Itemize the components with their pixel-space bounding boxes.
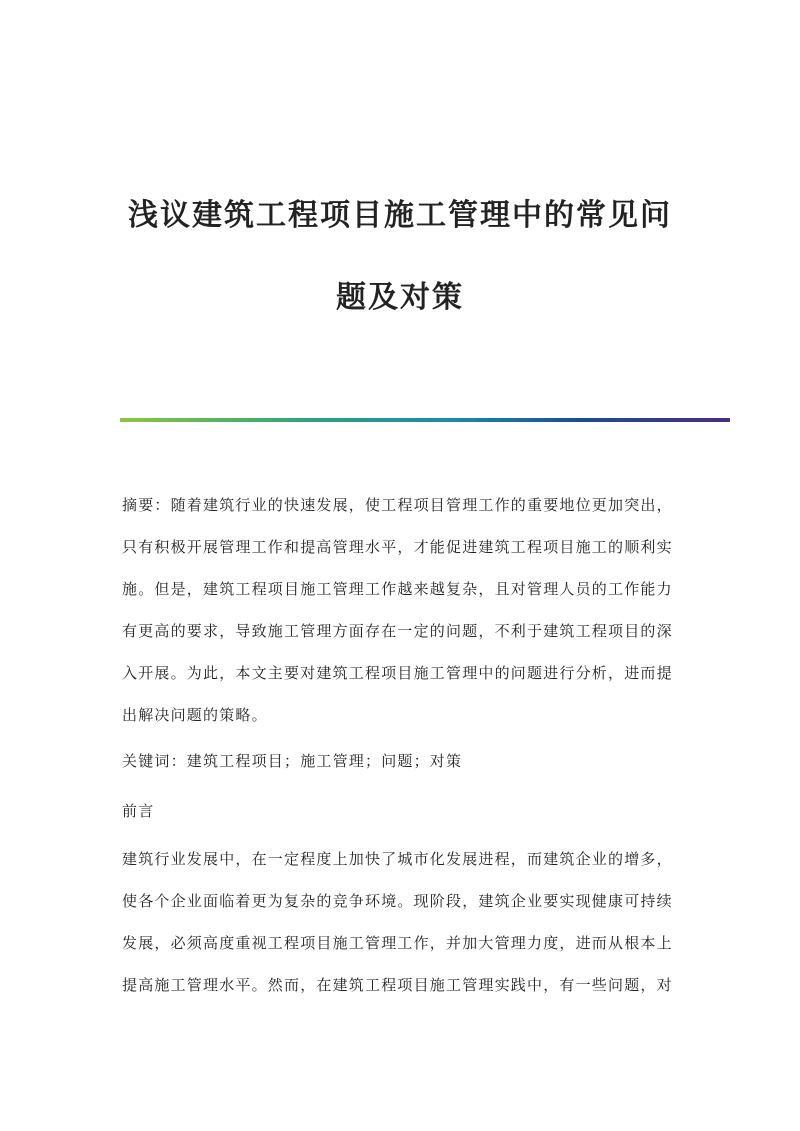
intro-line: 使各个企业面临着更为复杂的竞争环境。现阶段，建筑企业要实现健康可持续	[122, 892, 673, 910]
keywords-line: 关键词：建筑工程项目；施工管理；问题；对策	[122, 752, 463, 770]
intro-line: 建筑行业发展中，在一定程度上加快了城市化发展进程，而建筑企业的增多，	[122, 850, 673, 868]
abstract-line: 出解决问题的策略。	[122, 706, 268, 724]
abstract-line: 入开展。为此，本文主要对建筑工程项目施工管理中的问题进行分析，进而提	[122, 664, 673, 682]
abstract-line: 只有积极开展管理工作和提高管理水平，才能促进建筑工程项目施工的顺利实	[122, 538, 673, 556]
abstract-line: 摘要：随着建筑行业的快速发展，使工程项目管理工作的重要地位更加突出，	[122, 496, 673, 514]
title-divider	[120, 418, 730, 422]
abstract-line: 施。但是，建筑工程项目施工管理工作越来越复杂，且对管理人员的工作能力	[122, 580, 673, 598]
document-title-line-1: 浅议建筑工程项目施工管理中的常见问	[128, 198, 672, 233]
intro-line: 提高施工管理水平。然而，在建筑工程项目施工管理实践中，有一些问题，对	[122, 976, 673, 994]
section-heading-preface: 前言	[122, 802, 155, 820]
document-title-line-2: 题及对策	[336, 280, 464, 315]
abstract-line: 有更高的要求，导致施工管理方面存在一定的问题，不利于建筑工程项目的深	[122, 622, 673, 640]
intro-line: 发展，必须高度重视工程项目施工管理工作，并加大管理力度，进而从根本上	[122, 934, 673, 952]
